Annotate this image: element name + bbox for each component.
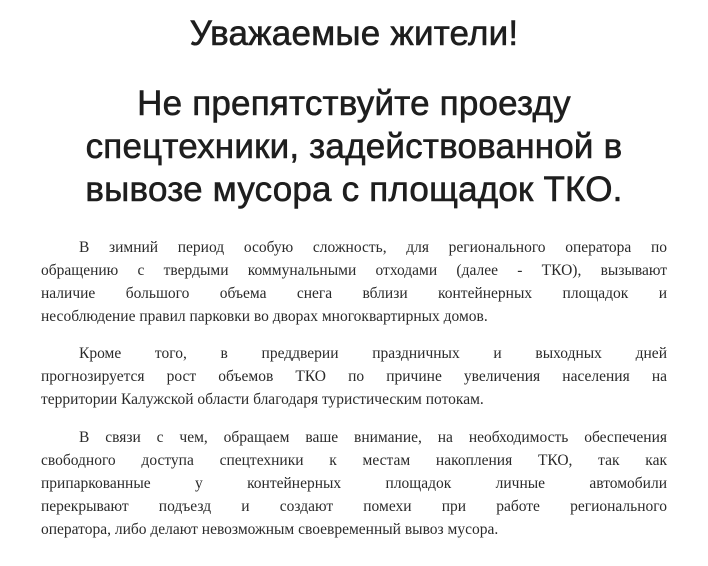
- paragraph-line: припаркованные у контейнерных площадок личные автомобили: [41, 475, 667, 492]
- headline-line: вывозе мусора с площадок ТКО.: [85, 170, 623, 209]
- paragraph-access-request: [41, 426, 667, 541]
- paragraph-line: несоблюдение правил парковки во дворах многоквартирных домов.: [41, 308, 488, 325]
- paragraph-line: территории Калужской области благодаря туристическим потокам.: [41, 391, 484, 408]
- greeting-heading: Уважаемые жители!: [189, 14, 519, 53]
- paragraph-line: свободного доступа спецтехники к местам накопления ТКО, так как: [41, 452, 667, 469]
- paragraph-line: В связи с чем, обращаем ваше внимание, на необходимость обеспечения: [79, 429, 667, 446]
- headline-line: спецтехники, задействованной в: [85, 127, 623, 166]
- paragraph-line: наличие большого объема снега вблизи контейнерных площадок и: [41, 285, 667, 302]
- paragraph-line: оператора, либо делают невозможным своевременный вывоз мусора.: [41, 521, 499, 538]
- paragraph-line: Кроме того, в преддверии праздничных и выходных дней: [79, 345, 667, 362]
- paragraph-holiday-forecast: [41, 342, 667, 411]
- headline: [0, 82, 708, 211]
- paragraph-line: В зимний период особую сложность, для регионального оператора по: [79, 239, 667, 256]
- paragraph-line: перекрывают подъезд и создают помехи при работе регионального: [41, 498, 667, 515]
- headline-line: Не препятствуйте проезду: [137, 84, 571, 123]
- paragraph-line: обращению с твердыми коммунальными отходами (далее - ТКО), вызывают: [41, 262, 667, 279]
- paragraph-winter-difficulties: [41, 236, 667, 328]
- paragraph-line: прогнозируется рост объемов ТКО по причине увеличения населения на: [41, 368, 667, 385]
